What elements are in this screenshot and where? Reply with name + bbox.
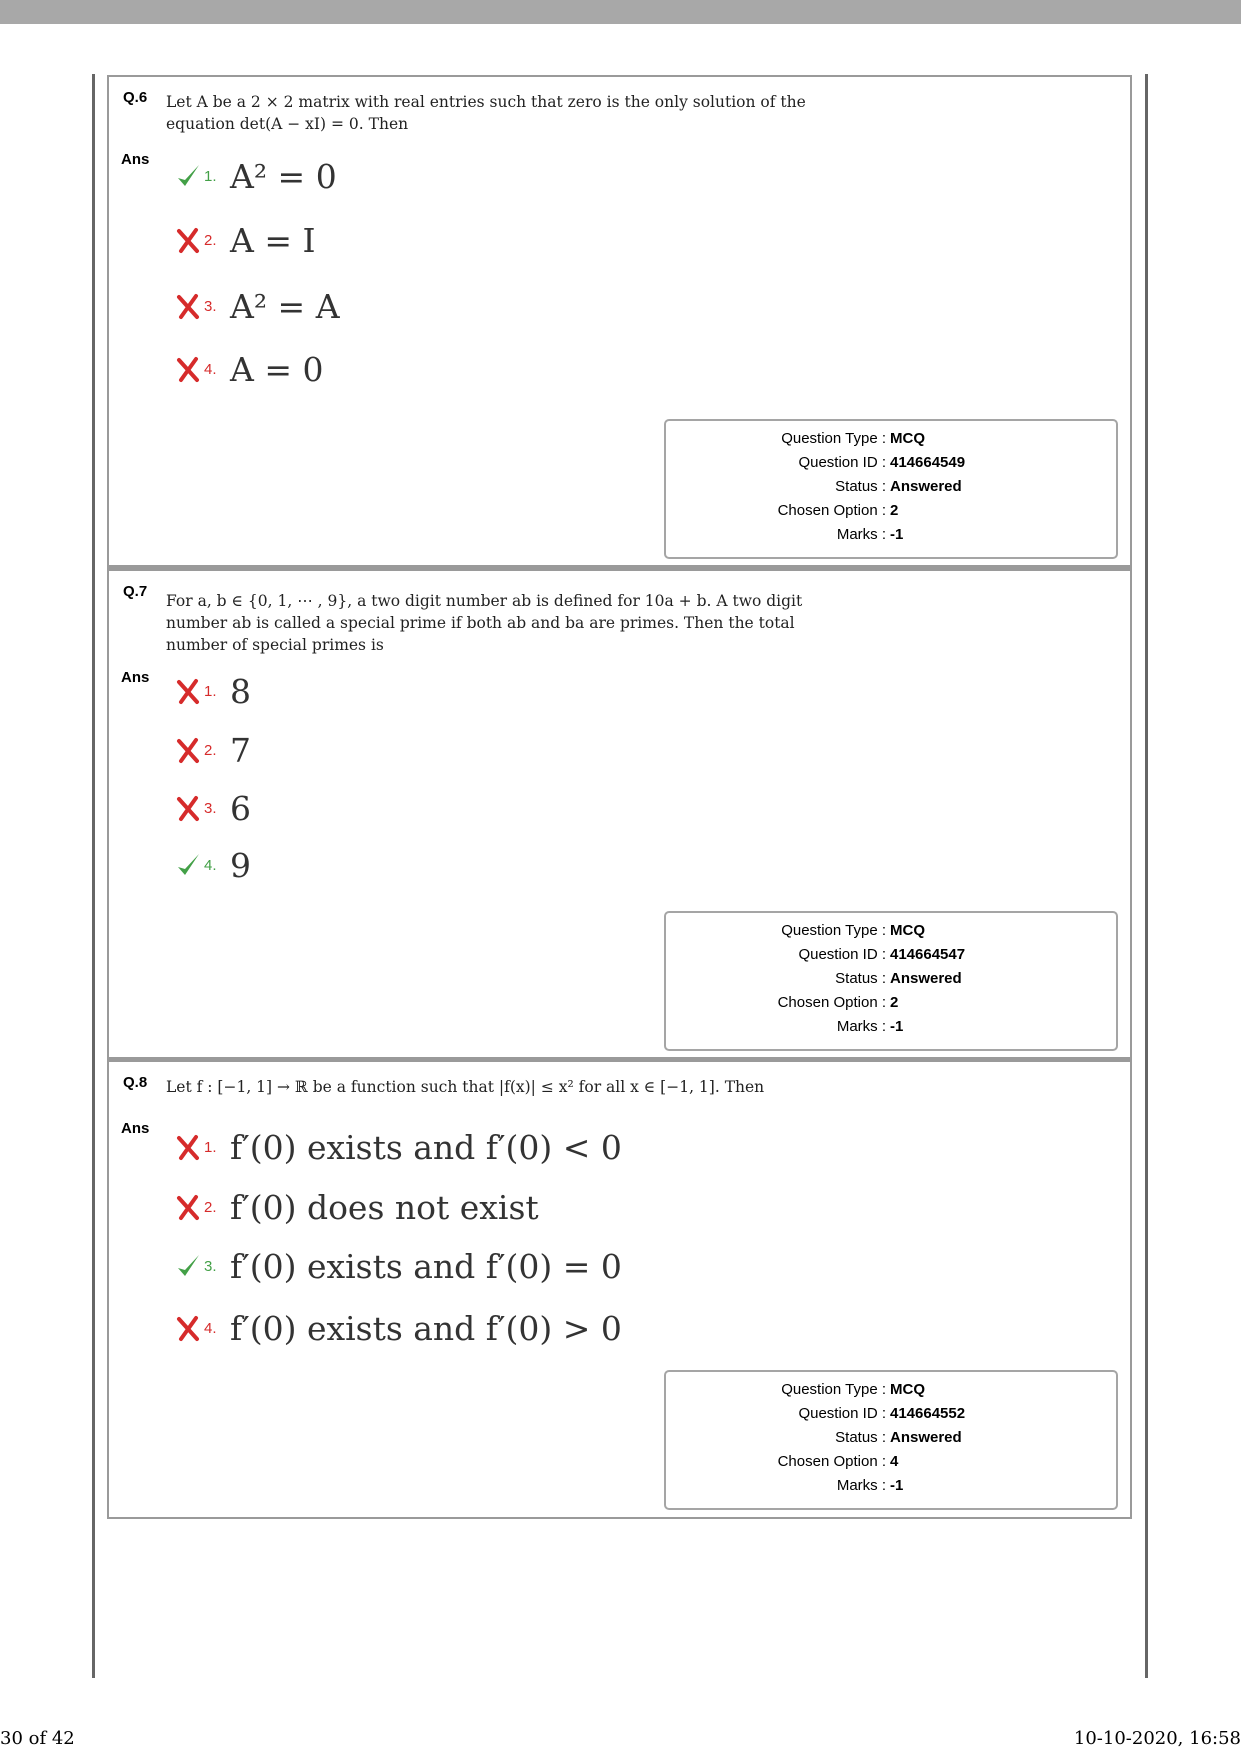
- option-number: 4.: [204, 360, 217, 378]
- cross-icon: [175, 736, 201, 764]
- info-row-marks: Marks : -1: [836, 526, 904, 543]
- option-3: [175, 788, 251, 828]
- info-row-question-type: Question Type : MCQ: [781, 922, 925, 939]
- cross-icon: [175, 1133, 201, 1161]
- check-icon: [175, 1252, 201, 1280]
- option-1: [175, 671, 251, 711]
- page-number: 30 of 42: [0, 1728, 75, 1749]
- option-text: 8: [230, 671, 251, 711]
- question-text-line: Let A be a 2 × 2 matrix with real entries such that zero is the only solution of the: [166, 93, 806, 111]
- option-2: [175, 220, 316, 260]
- option-number: 2.: [204, 741, 217, 759]
- info-row-chosen-option: Chosen Option : 2: [777, 502, 899, 519]
- option-text: 9: [230, 845, 251, 885]
- info-row-question-id: Question ID : 414664547: [798, 946, 966, 963]
- info-row-status: Status : Answered: [835, 970, 962, 987]
- question-text: [166, 91, 826, 135]
- question-text-line: number of special primes is: [166, 636, 384, 654]
- option-number: 4.: [204, 1319, 217, 1337]
- info-row-question-type: Question Type : MCQ: [781, 430, 925, 447]
- cross-icon: [175, 1314, 201, 1342]
- info-row-status: Status : Answered: [835, 478, 962, 495]
- cross-icon: [175, 292, 201, 320]
- option-text: 7: [230, 730, 251, 770]
- option-4: [175, 845, 251, 885]
- info-row-question-id: Question ID : 414664549: [798, 454, 966, 471]
- option-number: 4.: [204, 856, 217, 874]
- cross-icon: [175, 677, 201, 705]
- answer-label: Ans: [121, 1120, 150, 1137]
- option-number: 3.: [204, 1257, 217, 1275]
- option-number: 2.: [204, 1198, 217, 1216]
- cross-icon: [175, 1193, 201, 1221]
- question-text-line: Let f : [−1, 1] → ℝ be a function such that |f(x)| ≤ x² for all x ∈ [−1, 1]. Then: [166, 1078, 765, 1096]
- question-block-q6: [107, 75, 1132, 567]
- option-3: [175, 1246, 622, 1286]
- option-2: [175, 730, 251, 770]
- page-border-right: [1145, 74, 1148, 1678]
- option-1: [175, 1127, 622, 1167]
- option-3: [175, 286, 340, 326]
- option-text: A = I: [230, 220, 316, 260]
- info-row-marks: Marks : -1: [836, 1477, 904, 1494]
- option-number: 3.: [204, 799, 217, 817]
- option-2: [175, 1187, 539, 1227]
- question-text: [166, 1076, 886, 1098]
- answer-label: Ans: [121, 151, 150, 168]
- option-number: 2.: [204, 231, 217, 249]
- option-number: 1.: [204, 167, 217, 185]
- info-row-marks: Marks : -1: [836, 1018, 904, 1035]
- option-4: [175, 349, 323, 389]
- option-text: f′(0) exists and f′(0) > 0: [230, 1308, 622, 1348]
- question-text-line: For a, b ∈ {0, 1, ⋯ , 9}, a two digit number ab is defined for 10a + b. A two digit: [166, 592, 803, 610]
- option-number: 1.: [204, 1138, 217, 1156]
- question-info-box: [664, 911, 1118, 1051]
- option-text: A = 0: [230, 349, 324, 389]
- answer-label: Ans: [121, 669, 150, 686]
- option-number: 3.: [204, 297, 217, 315]
- option-number: 1.: [204, 682, 217, 700]
- question-text-line: number ab is called a special prime if both ab and ba are primes. Then the total: [166, 614, 795, 632]
- info-row-chosen-option: Chosen Option : 4: [777, 1453, 899, 1470]
- option-text: 6: [230, 788, 251, 828]
- cross-icon: [175, 226, 201, 254]
- cross-icon: [175, 355, 201, 383]
- option-text: f′(0) exists and f′(0) = 0: [230, 1246, 622, 1286]
- page-border-left: [92, 74, 95, 1678]
- question-number: Q.7: [123, 583, 148, 600]
- question-text-line: equation det(A − xI) = 0. Then: [166, 115, 409, 133]
- info-row-question-id: Question ID : 414664552: [798, 1405, 966, 1422]
- info-row-status: Status : Answered: [835, 1429, 962, 1446]
- check-icon: [175, 851, 201, 879]
- question-block-q7: [107, 567, 1132, 1059]
- option-text: f′(0) does not exist: [230, 1187, 539, 1227]
- top-bar: [0, 0, 1241, 24]
- check-icon: [175, 162, 201, 190]
- option-1: [175, 156, 337, 196]
- question-info-box: [664, 1370, 1118, 1510]
- option-text: f′(0) exists and f′(0) < 0: [230, 1127, 622, 1167]
- question-number: Q.6: [123, 89, 148, 106]
- question-number: Q.8: [123, 1074, 148, 1091]
- option-text: A² = A: [230, 286, 340, 326]
- option-text: A² = 0: [230, 156, 337, 196]
- cross-icon: [175, 794, 201, 822]
- option-4: [175, 1308, 622, 1348]
- info-row-question-type: Question Type : MCQ: [781, 1381, 925, 1398]
- question-info-box: [664, 419, 1118, 559]
- print-datetime: 10-10-2020, 16:58: [1073, 1728, 1241, 1749]
- info-row-chosen-option: Chosen Option : 2: [777, 994, 899, 1011]
- question-block-q8: [107, 1058, 1132, 1519]
- question-text: [166, 590, 826, 656]
